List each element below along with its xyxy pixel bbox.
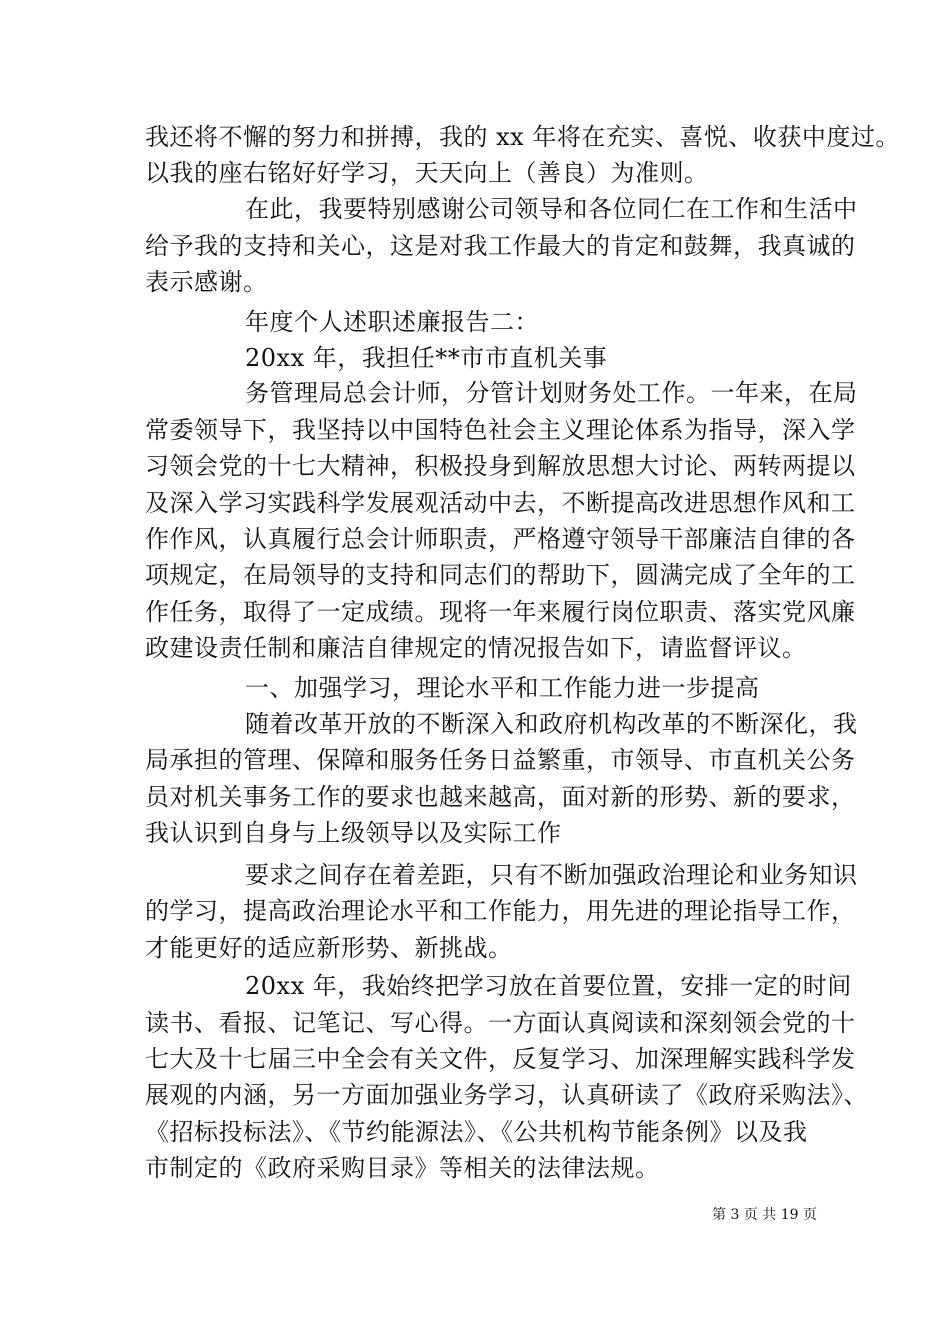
text-line: 以我的座右铭好好学习，天天向上（善良）为准则。 bbox=[145, 159, 709, 187]
text-line: 务管理局总会计师，分管计划财务处工作。一年来，在局 bbox=[245, 379, 858, 407]
text-line: 在此，我要特别感谢公司领导和各位同仁在工作和生活中 bbox=[245, 195, 858, 223]
text-line: 我认识到自身与上级领导以及实际工作 bbox=[145, 819, 562, 847]
text-line: 20xx 年，我担任**市市直机关事 bbox=[245, 344, 608, 372]
text-line: 要求之间存在着差距，只有不断加强政治理论和业务知识 bbox=[245, 861, 858, 889]
text-line: 作任务，取得了一定成绩。现将一年来履行岗位职责、落实党风廉 bbox=[145, 598, 856, 626]
text-line: 常委领导下，我坚持以中国特色社会主义理论体系为指导，深入学 bbox=[145, 416, 856, 444]
text-line: 《招标投标法》、《节约能源法》、《公共机构节能条例》以及我 bbox=[145, 1118, 808, 1146]
text-line: 才能更好的适应新形势、新挑战。 bbox=[145, 934, 513, 962]
text-line: 局承担的管理、保障和服务任务日益繁重，市领导、市直机关公务 bbox=[145, 746, 856, 774]
text-line: 20xx 年，我始终把学习放在首要位置，安排一定的时间 bbox=[245, 972, 852, 1000]
page-number: 第 3 页 共 19 页 bbox=[712, 1207, 817, 1223]
text-line: 项规定，在局领导的支持和同志们的帮助下，圆满完成了全年的工 bbox=[145, 561, 856, 589]
text-line: 员对机关事务工作的要求也越来越高，面对新的形势、新的要求， bbox=[145, 783, 856, 811]
text-line: 读书、看报、记笔记、写心得。一方面认真阅读和深刻领会党的十 bbox=[145, 1009, 856, 1037]
section-heading: 年度个人述职述廉报告二： bbox=[245, 308, 539, 336]
text-line: 习领会党的十七大精神，积极投身到解放思想大讨论、两转两提以 bbox=[145, 452, 856, 480]
text-line: 随着改革开放的不断深入和政府机构改革的不断深化，我 bbox=[245, 710, 858, 738]
section-heading: 一、加强学习，理论水平和工作能力进一步提高 bbox=[245, 674, 760, 702]
text-line: 政建设责任制和廉洁自律规定的情况报告如下，请监督评议。 bbox=[145, 634, 807, 662]
text-line: 我还将不懈的努力和拼搏，我的 xx 年将在充实、喜悦、收获中度过。 bbox=[145, 123, 900, 151]
text-line: 作作风，认真履行总会计师职责，严格遵守领导干部廉洁自律的各 bbox=[145, 525, 856, 553]
text-line: 七大及十七届三中全会有关文件，反复学习、加深理解实践科学发 bbox=[145, 1045, 856, 1073]
text-line: 展观的内涵，另一方面加强业务学习，认真研读了《政府采购法》、 bbox=[145, 1081, 868, 1109]
text-line: 的学习，提高政治理论水平和工作能力，用先进的理论指导工作， bbox=[145, 897, 856, 925]
text-line: 表示感谢。 bbox=[145, 268, 268, 296]
text-line: 市制定的《政府采购目录》等相关的法律法规。 bbox=[145, 1154, 660, 1182]
text-line: 给予我的支持和关心，这是对我工作最大的肯定和鼓舞，我真诚的 bbox=[145, 232, 856, 260]
text-line: 及深入学习实践科学发展观活动中去，不断提高改进思想作风和工 bbox=[145, 489, 856, 517]
